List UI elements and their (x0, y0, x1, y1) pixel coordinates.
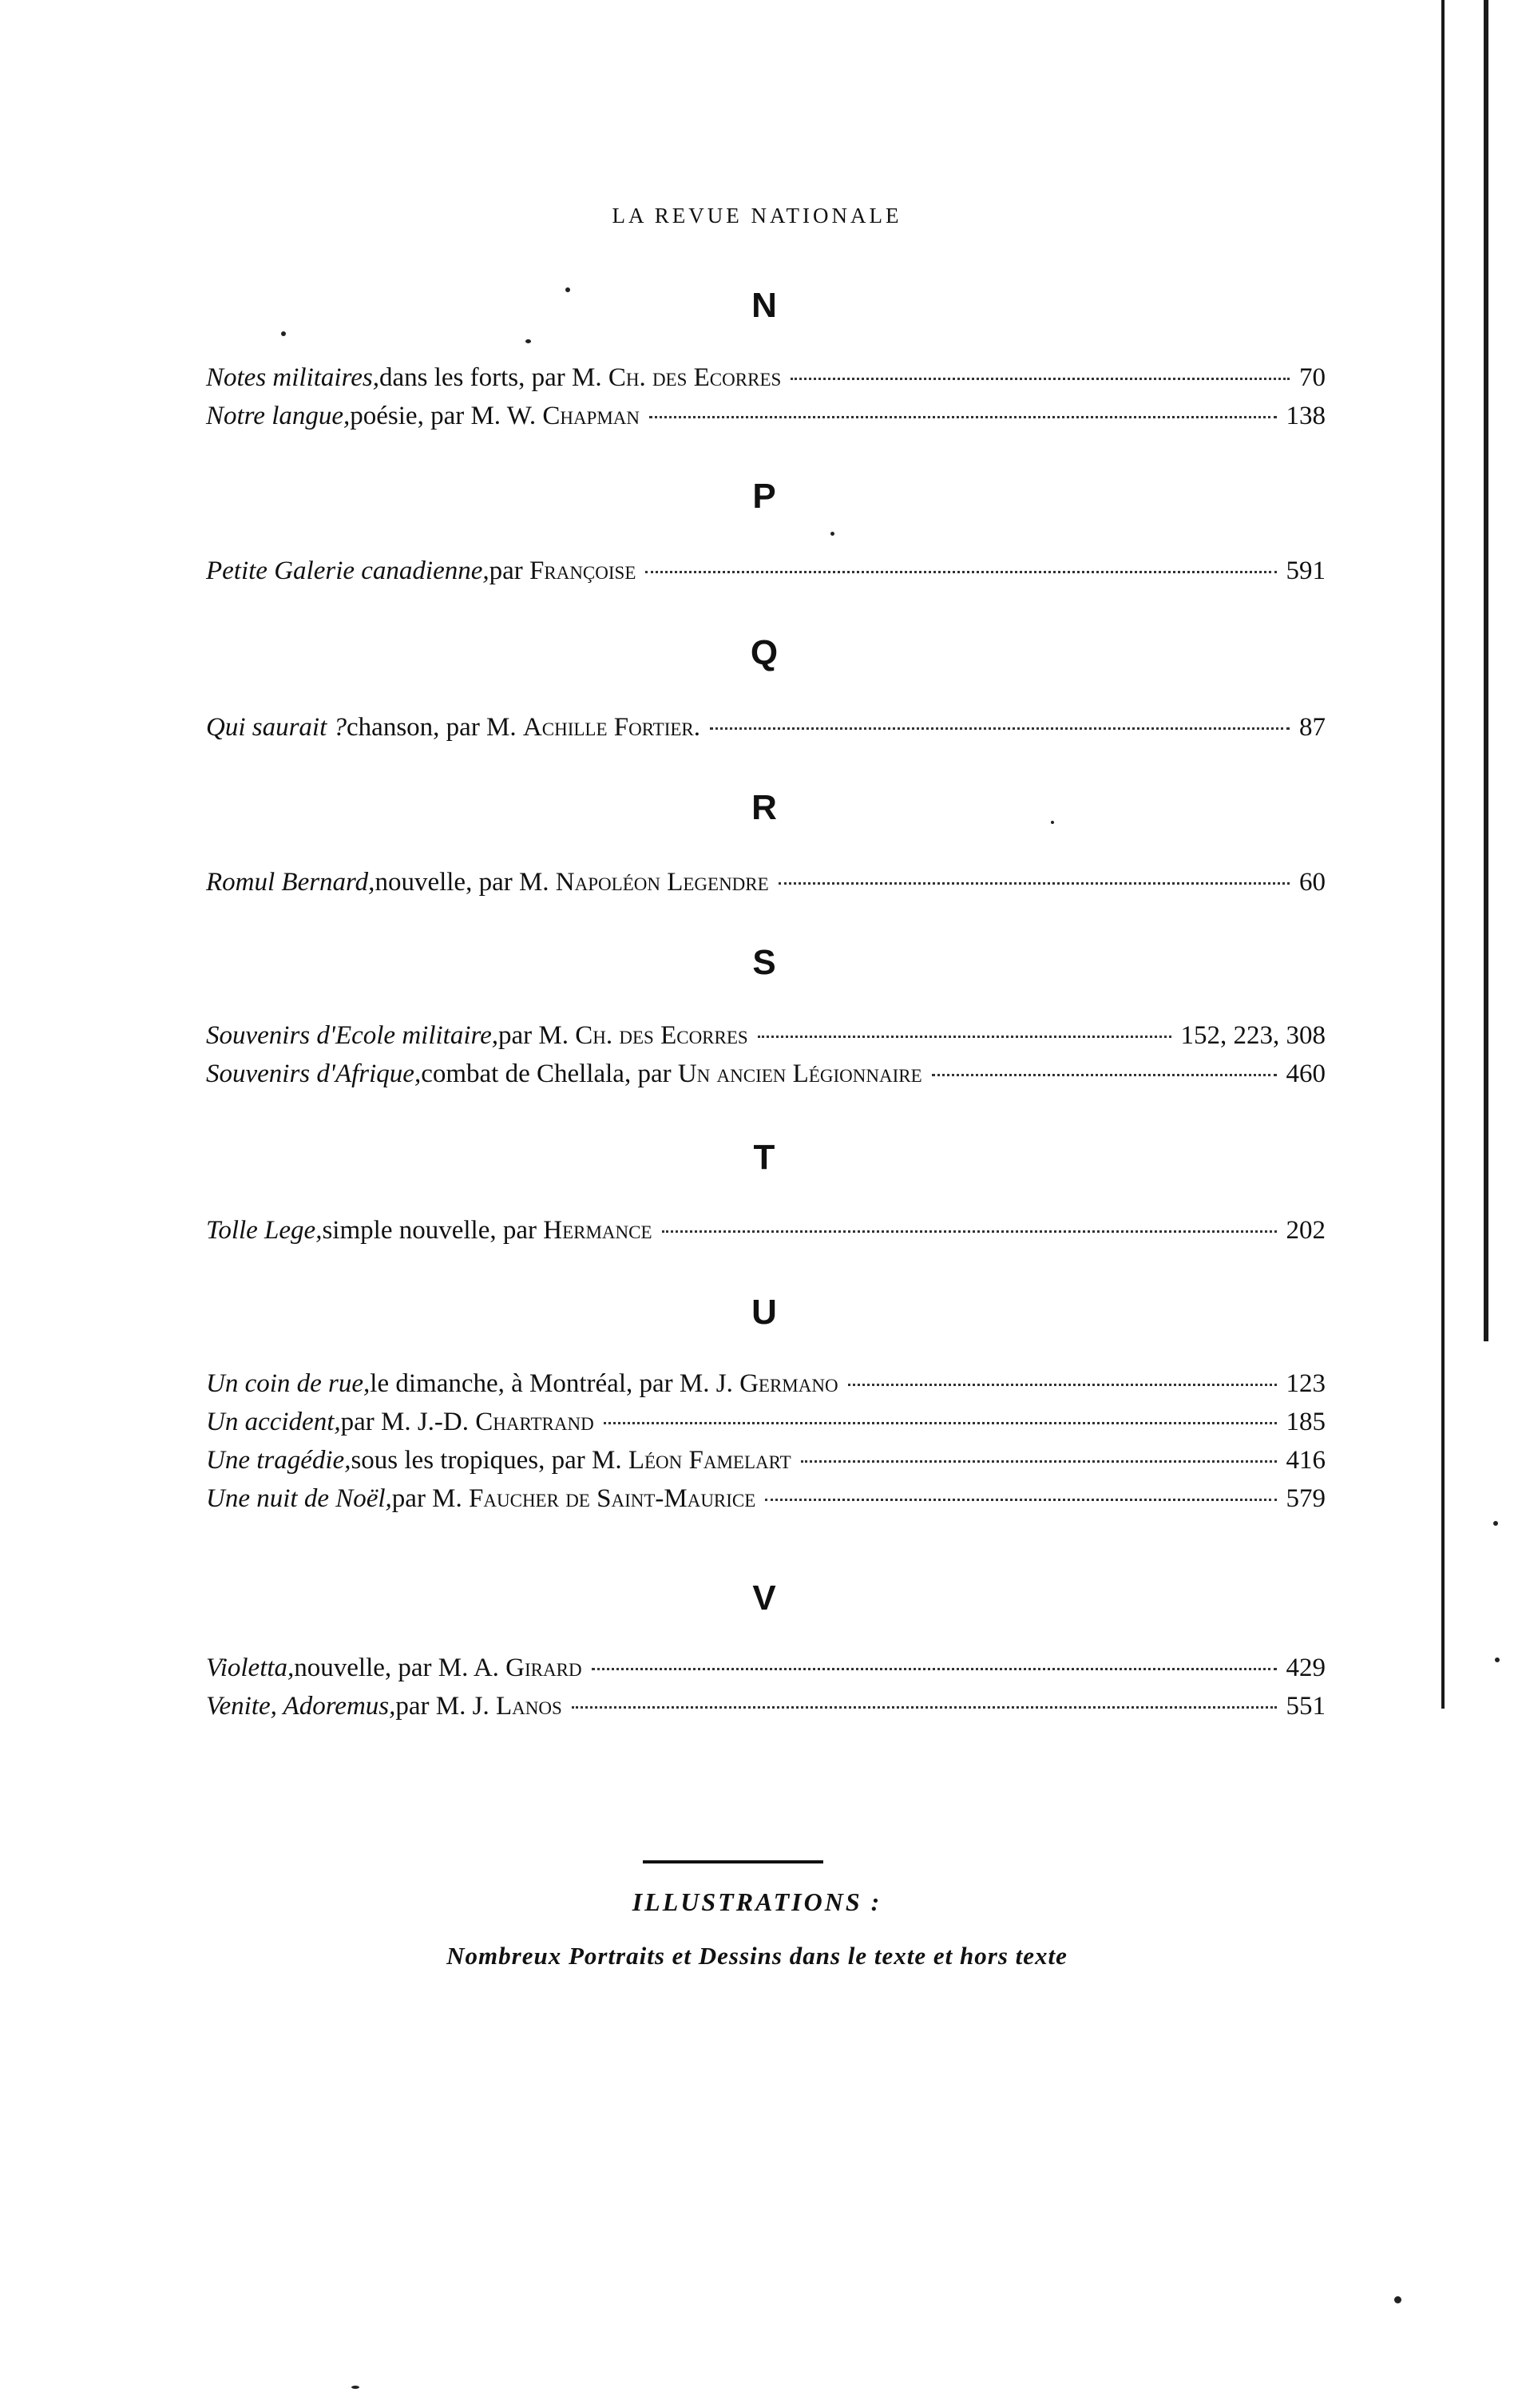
entry-description: par (489, 556, 523, 585)
dot-leader (710, 727, 1290, 730)
entry-title: Violetta, (206, 1654, 295, 1682)
dot-leader (604, 1422, 1277, 1424)
entry-author: Hermance (543, 1216, 652, 1245)
entry-title: Un coin de rue, (206, 1369, 371, 1398)
ink-speck (281, 331, 286, 336)
entry-title: Qui saurait ? (206, 713, 347, 742)
section-divider (643, 1860, 823, 1863)
entry-page: 551 (1286, 1692, 1326, 1721)
entry-author: Ch. des Ecorres (575, 1021, 748, 1050)
ink-speck (1495, 1657, 1500, 1662)
illustrations-text: Nombreux Portraits et Dessins dans le texte et hors texte (446, 1942, 1068, 1970)
entry-page: 579 (1286, 1484, 1326, 1513)
section-letter-q: Q (750, 633, 779, 672)
toc-entry (206, 1480, 1326, 1517)
section-letter-t: T (753, 1138, 775, 1177)
toc-entry (206, 1017, 1326, 1054)
section-letter-v: V (752, 1578, 776, 1618)
entry-title: Souvenirs d'Afrique, (206, 1059, 422, 1088)
entry-description: simple nouvelle, par (322, 1216, 537, 1245)
running-head: LA REVUE NATIONALE (612, 204, 902, 228)
entry-author: Girard (505, 1654, 582, 1682)
toc-entry (206, 1365, 1326, 1402)
entry-description: poésie, par M. W. (350, 402, 537, 430)
entry-author: Chartrand (475, 1408, 594, 1436)
entry-title: Venite, Adoremus, (206, 1692, 396, 1721)
toc-entry (206, 552, 1326, 589)
entry-title: Petite Galerie canadienne, (206, 556, 489, 585)
ink-speck (351, 2386, 359, 2389)
entry-page: 429 (1286, 1654, 1326, 1682)
toc-entry (206, 1650, 1326, 1686)
toc-entry (206, 1055, 1326, 1092)
entry-title: Notes militaires, (206, 363, 379, 392)
entry-title: Une tragédie, (206, 1446, 351, 1475)
entry-description: par M. J. (395, 1692, 489, 1721)
ink-speck (830, 532, 834, 536)
dot-leader (645, 571, 1276, 573)
entry-title: Romul Bernard, (206, 868, 375, 897)
dot-leader (572, 1706, 1277, 1709)
dot-leader (801, 1460, 1277, 1463)
entry-page: 123 (1286, 1369, 1326, 1398)
entry-page: 185 (1286, 1408, 1326, 1436)
toc-entry (206, 1404, 1326, 1440)
entry-page: 70 (1299, 363, 1326, 392)
entry-page: 202 (1286, 1216, 1326, 1245)
section-letter-s: S (752, 943, 776, 982)
entry-description: nouvelle, par M. (375, 868, 549, 897)
toc-entry (206, 1688, 1326, 1725)
entry-author: Napoléon Legendre (555, 868, 769, 897)
ink-speck (525, 339, 531, 343)
dot-leader (662, 1230, 1277, 1233)
entry-page: 138 (1286, 402, 1326, 430)
dot-leader (649, 416, 1276, 418)
dot-leader (848, 1384, 1277, 1386)
entry-description: combat de Chellala, par (421, 1059, 672, 1088)
section-letter-r: R (751, 788, 777, 827)
entry-description: le dimanche, à Montréal, par M. J. (370, 1369, 733, 1398)
entry-description: par M. J.-D. (340, 1408, 470, 1436)
entry-page: 152, 223, 308 (1180, 1021, 1326, 1050)
section-letter-n: N (751, 286, 777, 325)
toc-entry (206, 1212, 1326, 1249)
entry-page: 591 (1286, 556, 1326, 585)
dot-leader (932, 1074, 1277, 1076)
entry-page: 416 (1286, 1446, 1326, 1475)
entry-page: 87 (1299, 713, 1326, 742)
entry-title: Une nuit de Noël, (206, 1484, 392, 1513)
entry-title: Notre langue, (206, 402, 351, 430)
dot-leader (779, 882, 1290, 885)
entry-author: Ch. des Ecorres (608, 363, 782, 392)
toc-entry (206, 709, 1326, 746)
dot-leader (592, 1668, 1277, 1670)
entry-title: Un accident, (206, 1408, 341, 1436)
entry-author: Germano (739, 1369, 838, 1398)
section-letter-p: P (752, 477, 776, 516)
illustrations-heading: ILLUSTRATIONS : (632, 1887, 882, 1916)
entry-author: Achille Fortier. (522, 713, 701, 742)
section-letter-u: U (751, 1293, 777, 1332)
entry-description: dans les forts, par M. (378, 363, 602, 392)
entry-page: 60 (1299, 868, 1326, 897)
entry-description: nouvelle, par M. A. (294, 1654, 499, 1682)
dot-leader (791, 378, 1290, 380)
dot-leader (765, 1499, 1276, 1501)
toc-entry (206, 1442, 1326, 1479)
entry-description: par M. (498, 1021, 569, 1050)
entry-author: Léon Famelart (628, 1446, 791, 1475)
entry-author: Un ancien Légionnaire (677, 1059, 922, 1088)
entry-author: Faucher de Saint-Maurice (469, 1484, 756, 1513)
toc-entry (206, 359, 1326, 396)
ink-speck (1394, 2296, 1401, 2303)
entry-title: Souvenirs d'Ecole militaire, (206, 1021, 499, 1050)
entry-author: Chapman (542, 402, 640, 430)
entry-description: chanson, par M. (347, 713, 517, 742)
entry-page: 460 (1286, 1059, 1326, 1088)
toc-entry (206, 864, 1326, 901)
ink-speck (1493, 1521, 1498, 1526)
entry-author: Françoise (529, 556, 636, 585)
entry-author: Lanos (495, 1692, 562, 1721)
entry-description: sous les tropiques, par M. (351, 1446, 622, 1475)
entry-description: par M. (391, 1484, 462, 1513)
entry-title: Tolle Lege, (206, 1216, 323, 1245)
page-edge-shadow (1441, 0, 1445, 1709)
dot-leader (758, 1036, 1171, 1038)
toc-entry (206, 398, 1326, 434)
